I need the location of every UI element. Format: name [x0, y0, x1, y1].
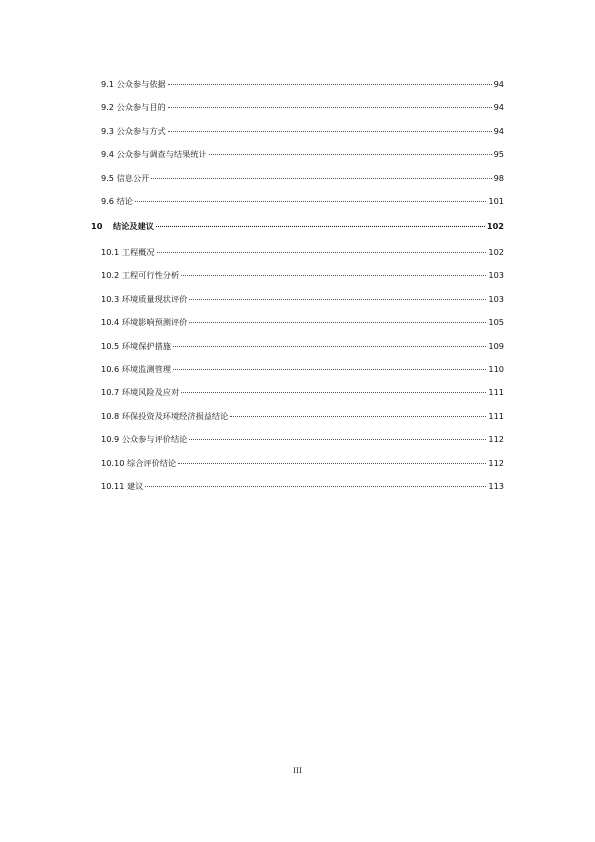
toc-entry-label: 10.8 环保投资及环境经济损益结论: [101, 411, 229, 421]
toc-entry-page: 111: [488, 411, 504, 421]
toc-entry-page: 98: [493, 173, 504, 183]
toc-entry-10-5[interactable]: [101, 339, 504, 353]
dot-leader: [178, 463, 486, 464]
toc-entry-label: 10.2 工程可行性分析: [101, 270, 180, 280]
toc-entry-10-4[interactable]: [101, 315, 504, 329]
toc-entry-10-1[interactable]: [101, 245, 504, 259]
toc-entry-page: 111: [488, 387, 504, 397]
toc-chapter-10[interactable]: [91, 219, 504, 233]
toc-entry-label: 9.2 公众参与目的: [101, 102, 166, 112]
toc-entry-page: 112: [488, 434, 504, 444]
dot-leader: [189, 299, 486, 300]
dot-leader: [189, 322, 486, 323]
toc-entry-page: 102: [488, 247, 504, 257]
toc-chapter-heading: [91, 219, 155, 233]
dot-leader: [168, 84, 492, 85]
toc-entry-page: 102: [486, 221, 504, 231]
toc-entry-label: 10.9 公众参与评价结论: [101, 434, 188, 444]
dot-leader: [145, 486, 486, 487]
toc-entry-label: 10.3 环境质量现状评价: [101, 294, 188, 304]
toc-entry-label: 10.7 环境风险及应对: [101, 387, 180, 397]
dot-leader: [181, 275, 486, 276]
toc-entry-label: 9.6 结论: [101, 196, 133, 206]
toc-entry-10-9[interactable]: [101, 432, 504, 446]
toc-entry-page: 112: [488, 458, 504, 468]
page-number: III: [293, 766, 302, 775]
dot-leader: [168, 107, 492, 108]
toc-entry-label: 10.4 环境影响预测评价: [101, 317, 188, 327]
toc-entry-9-1[interactable]: [101, 77, 504, 91]
toc-entry-10-7[interactable]: [101, 385, 504, 399]
toc-entry-10-6[interactable]: [101, 362, 504, 376]
dot-leader: [189, 439, 486, 440]
dot-leader: [156, 226, 485, 227]
dot-leader: [135, 201, 486, 202]
dot-leader: [157, 252, 487, 253]
toc-entry-label: 10.10 综合评价结论: [101, 458, 177, 468]
toc-entry-page: 103: [488, 270, 504, 280]
toc-entry-9-3[interactable]: [101, 124, 504, 138]
dot-leader: [209, 154, 492, 155]
toc-entry-label: 9.5 信息公开: [101, 173, 150, 183]
toc-entry-label: 9.3 公众参与方式: [101, 126, 166, 136]
toc-entry-page: 94: [493, 102, 504, 112]
toc-entry-page: 94: [493, 79, 504, 89]
toc-entry-9-6[interactable]: [101, 194, 504, 208]
toc-entry-page: 103: [488, 294, 504, 304]
toc-entry-9-5[interactable]: [101, 171, 504, 185]
toc-entry-label: 10.6 环境监测管理: [101, 364, 171, 374]
toc-entry-page: 113: [488, 481, 504, 491]
dot-leader: [151, 178, 491, 179]
toc-entry-page: 105: [488, 317, 504, 327]
toc-entry-label: 10.5 环境保护措施: [101, 341, 171, 351]
dot-leader: [173, 369, 486, 370]
toc-entry-page: 95: [493, 149, 504, 159]
toc-entry-10-8[interactable]: [101, 409, 504, 423]
dot-leader: [230, 416, 486, 417]
toc-entry-10-11[interactable]: [101, 479, 504, 493]
toc-entry-page: 109: [488, 341, 504, 351]
dot-leader: [181, 392, 486, 393]
toc-entry-10-3[interactable]: [101, 292, 504, 306]
toc-entry-10-10[interactable]: [101, 456, 504, 470]
toc-entry-label: 9.1 公众参与依据: [101, 79, 166, 89]
dot-leader: [168, 131, 492, 132]
toc-entry-label: 10.11 建议: [101, 481, 144, 491]
toc-entry-9-2[interactable]: [101, 100, 504, 114]
toc-entry-page: 110: [488, 364, 504, 374]
toc-entry-9-4[interactable]: [101, 147, 504, 161]
dot-leader: [173, 346, 486, 347]
toc-entry-page: 94: [493, 126, 504, 136]
toc-chapter-number: 10: [91, 221, 103, 231]
toc-entry-label: 10.1 工程概况: [101, 247, 155, 257]
toc-entry-label: 9.4 公众参与调查与结果统计: [101, 149, 207, 159]
toc-entry-10-2[interactable]: [101, 268, 504, 282]
toc-chapter-label: 结论及建议: [113, 221, 154, 231]
toc-entry-page: 101: [488, 196, 504, 206]
